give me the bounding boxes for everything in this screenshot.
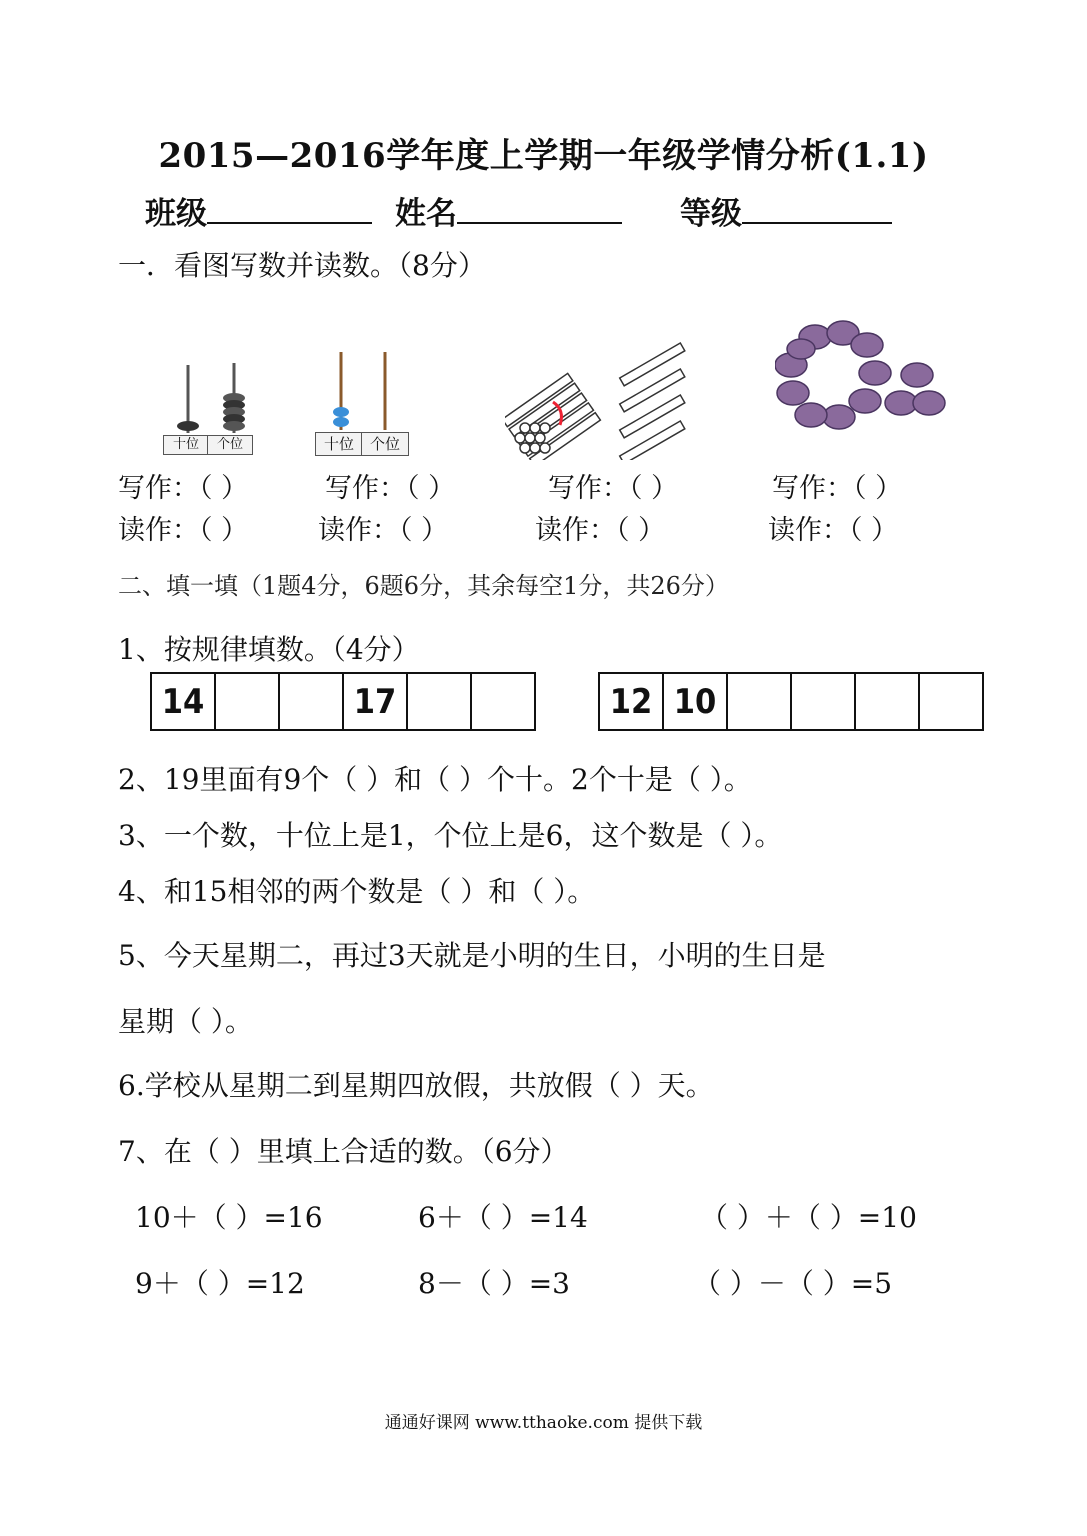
seq1-cell[interactable] (407, 673, 471, 730)
read-answer-2[interactable]: 读作：（ ） (318, 515, 449, 546)
grade-label: 等级 (680, 196, 742, 232)
read-answer-1[interactable]: 读作：（ ） (118, 515, 249, 546)
equation[interactable]: 9＋（ ）=12 (135, 1267, 305, 1300)
question-5-cont: 星期（ ）。 (118, 1005, 253, 1038)
write-answer-2[interactable]: 写作：（ ） (325, 473, 456, 504)
seq1-cell[interactable] (215, 673, 279, 730)
name-field[interactable] (395, 188, 622, 233)
abacus-1-tens-label: 十位 (163, 435, 209, 455)
section2-heading: 二、填一填（1题4分，6题6分，其余每空1分，共26分） (118, 572, 729, 600)
write-answer-1[interactable]: 写作：（ ） (118, 473, 249, 504)
seq1-cell[interactable] (471, 673, 535, 730)
sequence-grid-1 (150, 672, 536, 731)
question-7: 7、在（ ）里填上合适的数。（6分） (118, 1135, 569, 1168)
equation[interactable]: （ ）－（ ）=5 (693, 1267, 893, 1300)
question-1: 1、按规律填数。（4分） (118, 633, 420, 666)
abacus-1-ones-label: 个位 (207, 435, 253, 455)
abacus-1-image (160, 355, 260, 435)
equation[interactable]: （ ）＋（ ）=10 (700, 1201, 917, 1234)
write-answer-3[interactable]: 写作：（ ） (548, 473, 679, 504)
seq2-cell[interactable] (855, 673, 919, 730)
seq1-cell[interactable]: 14 (151, 673, 215, 730)
equation[interactable]: 8－（ ）=3 (418, 1267, 570, 1300)
seq1-cell[interactable]: 17 (343, 673, 407, 730)
grade-field[interactable] (680, 188, 892, 233)
class-blank[interactable] (207, 192, 372, 224)
seq2-cell[interactable]: 12 (599, 673, 663, 730)
footer-credit: 通通好课网 www.tthaoke.com 提供下载 (384, 1413, 703, 1433)
seq2-cell[interactable] (791, 673, 855, 730)
question-6: 6.学校从星期二到星期四放假，共放假（ ）天。 (118, 1069, 714, 1102)
seq1-cell[interactable] (279, 673, 343, 730)
question-4: 4、和15相邻的两个数是（ ）和（ ）。 (118, 875, 596, 908)
sequence-grid-2 (598, 672, 984, 731)
sticks-image (505, 330, 695, 460)
page-title: 2015—2016学年度上学期一年级学情分析(1.1) (158, 136, 929, 176)
seq2-cell[interactable] (919, 673, 983, 730)
write-answer-4[interactable]: 写作：（ ） (772, 473, 903, 504)
class-field[interactable] (145, 188, 372, 233)
class-label: 班级 (145, 196, 207, 232)
equation[interactable]: 10＋（ ）=16 (135, 1201, 323, 1234)
shells-image (775, 315, 950, 445)
grade-blank[interactable] (742, 192, 892, 224)
seq2-cell[interactable] (727, 673, 791, 730)
name-blank[interactable] (457, 192, 622, 224)
equation[interactable]: 6＋（ ）=14 (418, 1201, 588, 1234)
read-answer-4[interactable]: 读作：（ ） (768, 515, 899, 546)
abacus-2-ones-label: 个位 (361, 432, 409, 456)
question-3: 3、一个数，十位上是1，个位上是6，这个数是（ ）。 (118, 819, 783, 852)
read-answer-3[interactable]: 读作：（ ） (535, 515, 666, 546)
section1-heading: 一．看图写数并读数。（8分） (118, 249, 486, 282)
seq2-cell[interactable]: 10 (663, 673, 727, 730)
abacus-2-image (315, 350, 415, 432)
name-label: 姓名 (395, 196, 457, 232)
abacus-2-tens-label: 十位 (315, 432, 363, 456)
question-5: 5、今天星期二，再过3天就是小明的生日，小明的生日是 (118, 939, 826, 972)
question-2: 2、19里面有9个（ ）和（ ）个十。2个十是（ ）。 (118, 763, 752, 796)
